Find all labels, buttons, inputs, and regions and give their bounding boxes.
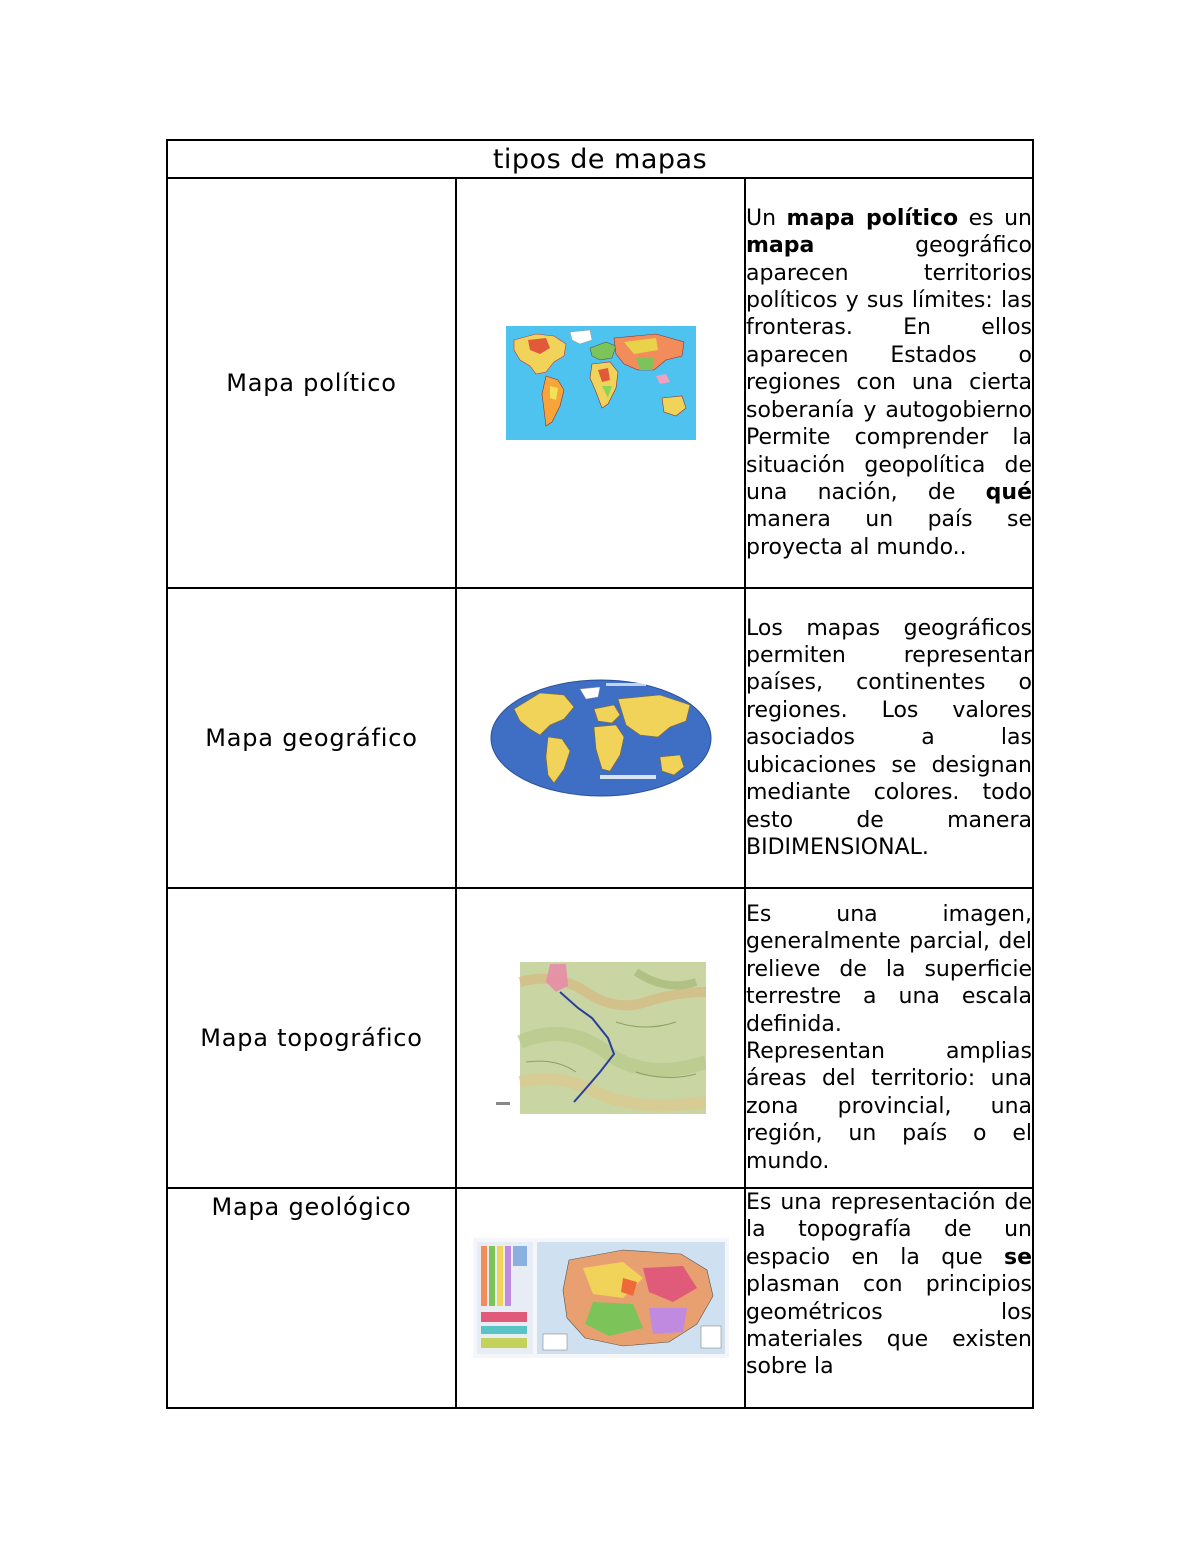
bold-term: qué [985, 479, 1032, 505]
text-run: Un [746, 205, 787, 231]
text-run: Los mapas geográficos permiten representar países, continentes o regiones. Los valores asociados a las ubicaciones se designan mediante colores. todo esto de manera BIDIMENSIONAL. [746, 615, 1032, 860]
bold-term: mapa [746, 233, 815, 259]
description-geographic [745, 588, 1033, 888]
bold-term: se [1003, 1244, 1032, 1270]
description-text [746, 1189, 1032, 1381]
description-geologic [745, 1188, 1033, 1408]
geologic-map-cell [456, 1188, 745, 1408]
row-label-geologic: Mapa geológico [167, 1188, 456, 1408]
text-run: geográfico aparecen territorios políticos y sus límites: las fronteras. En ellos aparecen Estados o regiones con una cierta soberanía y autogobierno Permite comprender la situación geopolítica de una nación, de [746, 233, 1032, 505]
maps-table [166, 139, 1034, 1409]
geographic-map-cell [456, 588, 745, 888]
description-text: Representan amplias áreas del territorio: una zona provincial, una región, un país o el mundo. [746, 1039, 1032, 1174]
description-political [745, 178, 1033, 588]
table-row [167, 588, 1033, 888]
world-geographic-map-image [490, 679, 712, 797]
table-title: tipos de mapas [167, 140, 1033, 178]
topographic-map-cell [456, 888, 745, 1188]
description-text [746, 205, 1032, 561]
row-label-geographic: Mapa geográfico [167, 588, 456, 888]
geologic-map-image [473, 1238, 729, 1358]
text-run: Es una representación de la topografía de un espacio en la que [746, 1190, 1032, 1270]
table-row [167, 1188, 1033, 1408]
table-row [167, 178, 1033, 588]
text-run: es un [958, 205, 1032, 231]
table-row [167, 888, 1033, 1188]
description-text [746, 615, 1032, 862]
world-political-map-image [506, 326, 696, 440]
description-text: Es una imagen, generalmente parcial, del relieve de la superficie terrestre a una escala definida. [746, 901, 1032, 1037]
bold-term: mapa político [786, 205, 959, 231]
description-topographic [745, 888, 1033, 1188]
description-clip [746, 1189, 1032, 1407]
row-label-political: Mapa político [167, 178, 456, 588]
text-run: manera un país se proyecta al mundo.. [746, 507, 1032, 560]
row-label-topographic: Mapa topográfico [167, 888, 456, 1188]
text-run: plasman con principios geométricos los materiales que existen sobre la [746, 1272, 1032, 1380]
political-map-cell [456, 178, 745, 588]
topographic-map-image [496, 962, 706, 1114]
